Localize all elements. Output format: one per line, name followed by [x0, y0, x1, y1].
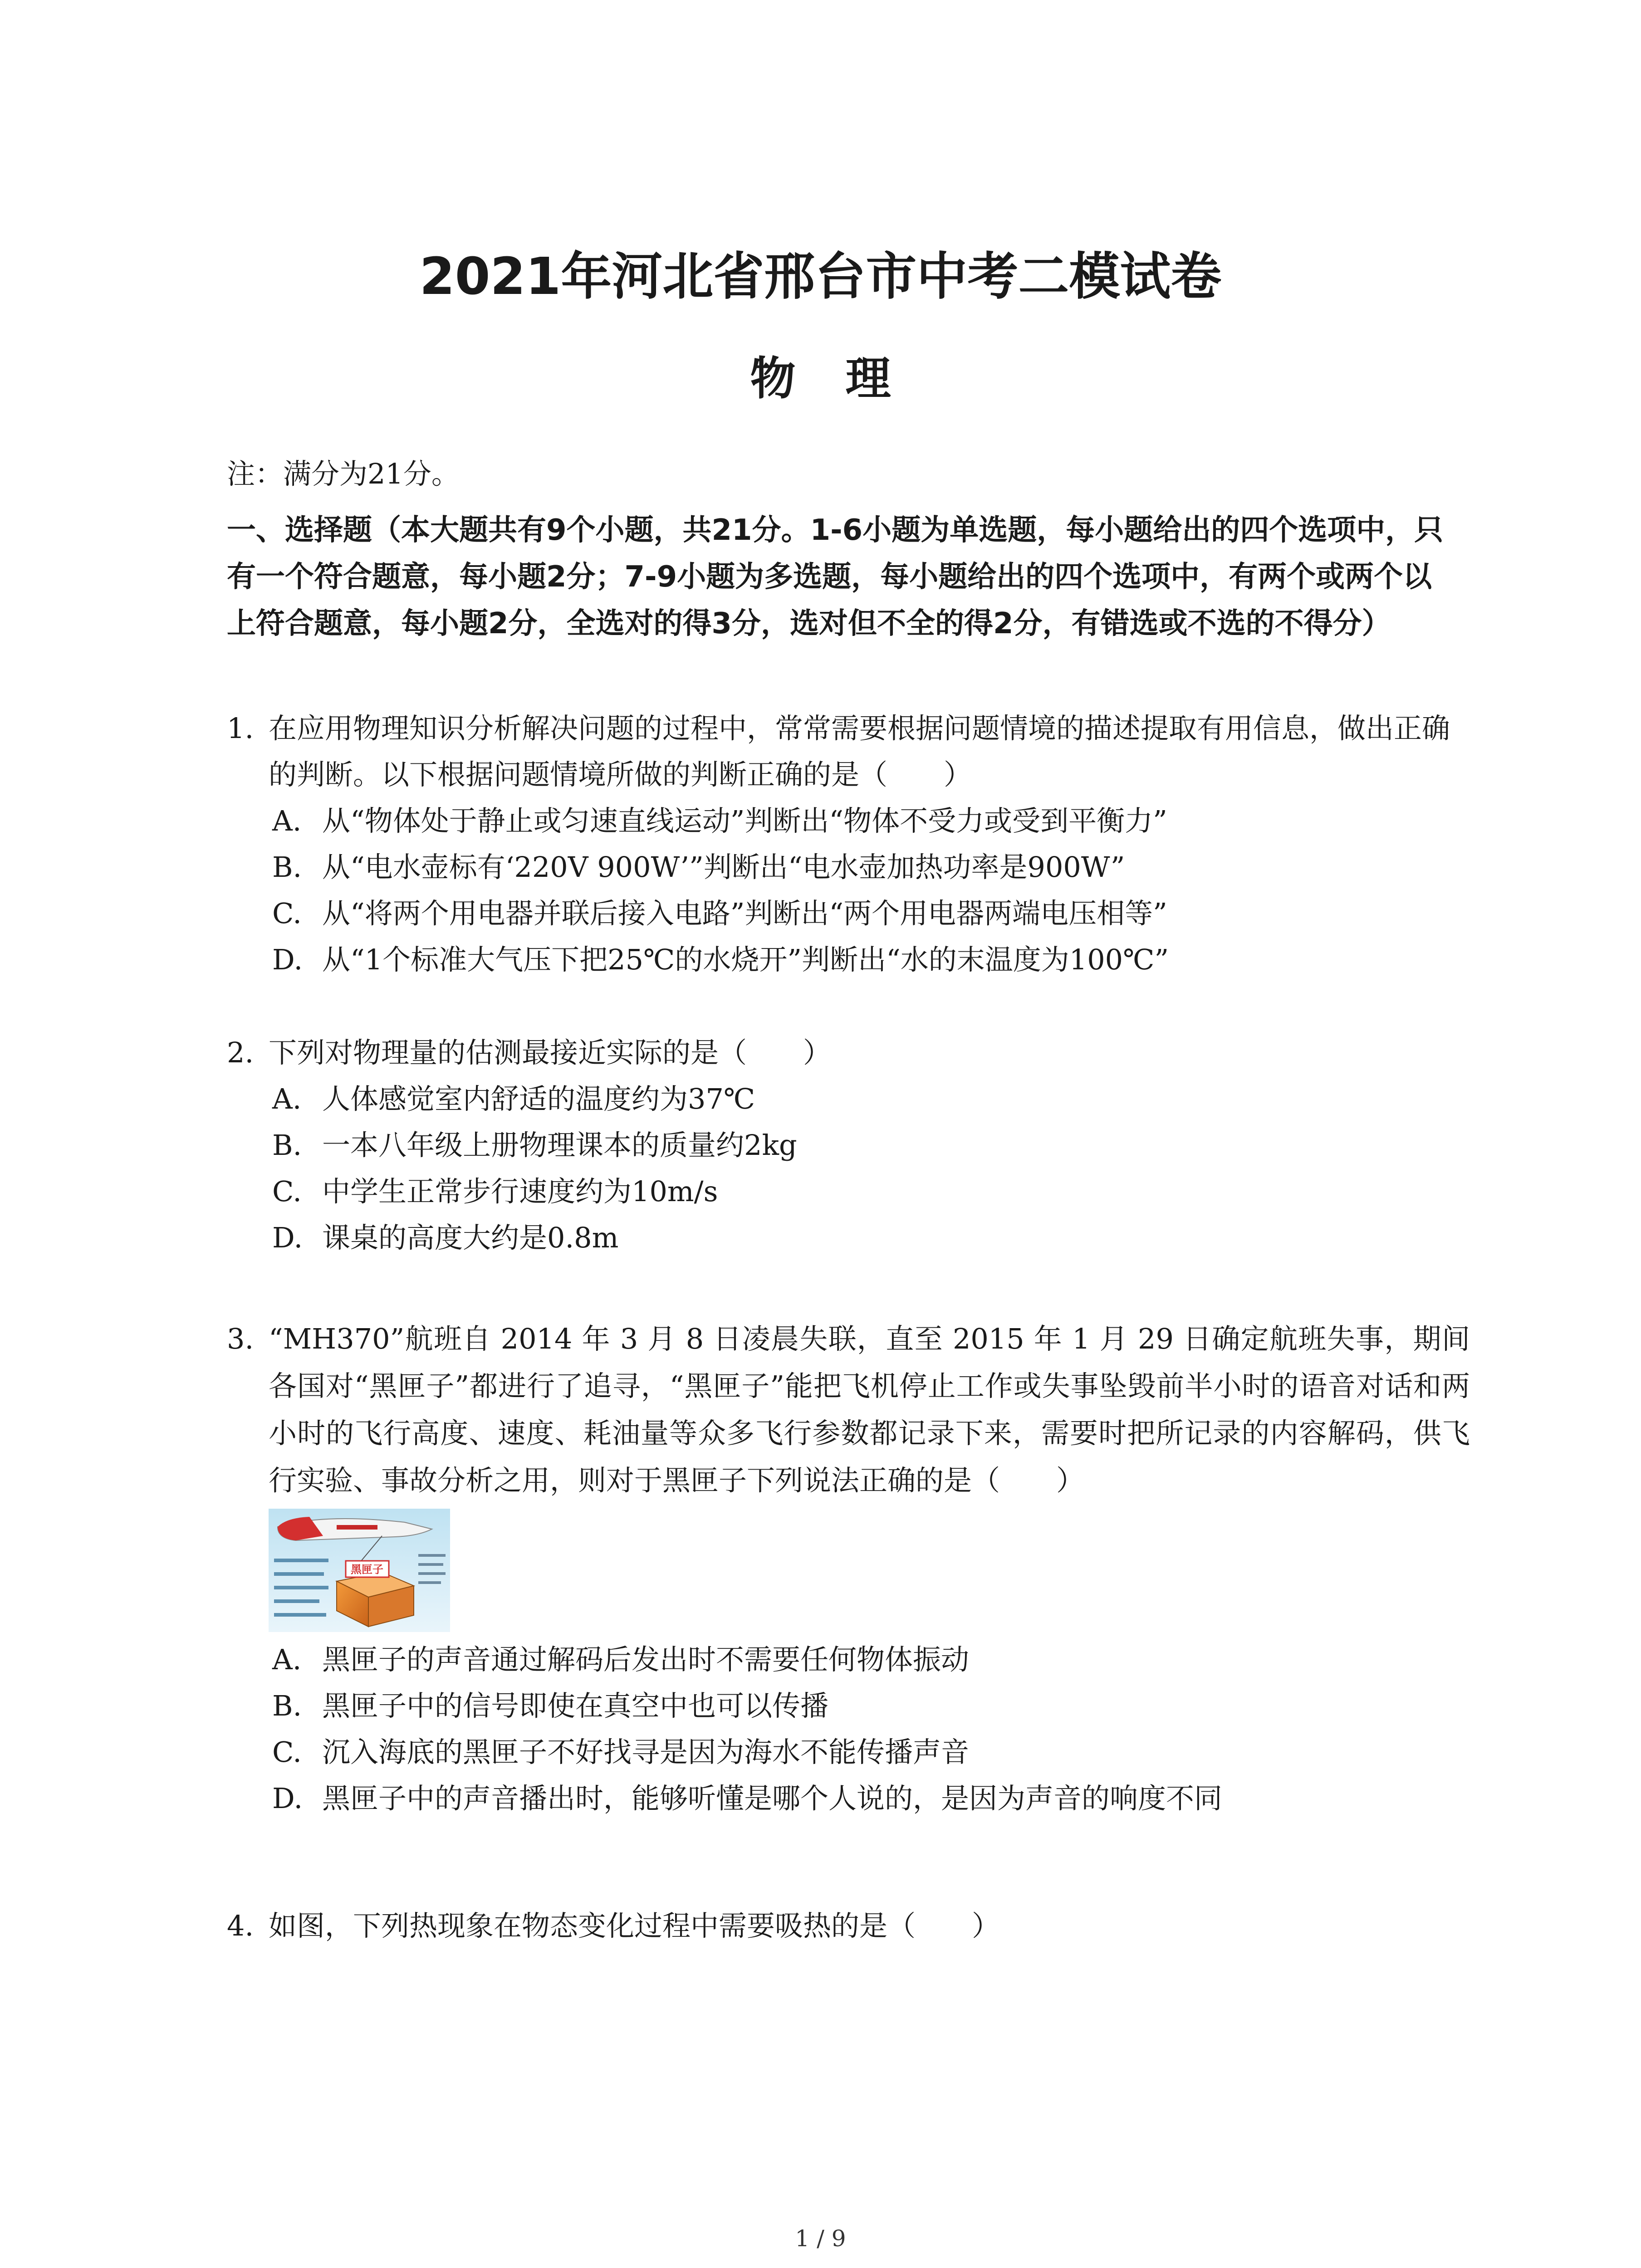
question-number: 4.: [227, 1909, 254, 1942]
question-stem: “MH370”航班自 2014 年 3 月 8 日凌晨失联，直至 2015 年 1 月 29 日确定航班失事，期间各国对“黑匣子”都进行了追寻，“黑匣子”能把飞机停止工作或失事坠毁前半小时的语音对话和两小时的飞行高度、速度、耗油量等众多飞行参数都记录下来，需要时把所记录的内容解码，供飞行实验、事故分析之用，则对于黑匣子下列说法正确的是（ ）: [269, 1322, 1470, 1497]
option-letter: C.: [272, 1175, 302, 1208]
option-letter: A.: [272, 804, 302, 837]
question-number: 1.: [227, 712, 254, 745]
option-text: 黑匣子的声音通过解码后发出时不需要任何物体振动: [322, 1643, 970, 1676]
option-c: [272, 1168, 1470, 1215]
page-number: 1 / 9: [795, 2225, 846, 2252]
option-d: [272, 1775, 1470, 1822]
option-text: 人体感觉室内舒适的温度约为37℃: [322, 1082, 755, 1115]
option-b: [272, 844, 1470, 890]
option-d: [272, 937, 1470, 983]
option-letter: C.: [272, 1735, 302, 1769]
subject-title: 物理: [750, 352, 941, 405]
question-stem: 如图，下列热现象在物态变化过程中需要吸热的是（ ）: [269, 1909, 1000, 1942]
option-letter: A.: [272, 1082, 302, 1115]
option-a: [272, 1076, 1470, 1122]
option-text: 从“1个标准大气压下把25℃的水烧开”判断出“水的末温度为100℃”: [322, 943, 1169, 976]
question-stem: 下列对物理量的估测最接近实际的是（ ）: [269, 1036, 832, 1069]
option-a: [272, 1637, 1470, 1683]
black-box-figure: [269, 1509, 450, 1632]
option-letter: A.: [272, 1643, 302, 1676]
black-box-label: 黑匣子: [351, 1563, 383, 1576]
score-note: 注：满分为21分。: [227, 457, 460, 490]
option-text: 课桌的高度大约是0.8m: [322, 1221, 619, 1254]
option-text: 从“电水壶标有‘220V 900W’”判断出“电水壶加热功率是900W”: [322, 850, 1125, 884]
option-text: 黑匣子中的信号即使在真空中也可以传播: [322, 1689, 829, 1722]
option-d: [272, 1215, 1470, 1261]
option-text: 中学生正常步行速度约为10m/s: [322, 1175, 718, 1208]
option-text: 从“物体处于静止或匀速直线运动”判断出“物体不受力或受到平衡力”: [322, 804, 1167, 837]
question-2: [227, 1030, 1470, 1261]
option-text: 一本八年级上册物理课本的质量约2kg: [322, 1129, 797, 1162]
option-a: [272, 798, 1470, 844]
option-text: 从“将两个用电器并联后接入电路”判断出“两个用电器两端电压相等”: [322, 897, 1167, 930]
option-c: [272, 1729, 1470, 1775]
option-b: [272, 1122, 1470, 1168]
option-b: [272, 1683, 1470, 1729]
option-letter: B.: [272, 1689, 302, 1722]
option-c: [272, 890, 1470, 937]
question-stem: 在应用物理知识分析解决问题的过程中，常常需要根据问题情境的描述提取有用信息，做出正确的判断。以下根据问题情境所做的判断正确的是（ ）: [269, 712, 1450, 791]
question-4: [227, 1903, 1470, 1949]
option-letter: D.: [272, 943, 303, 976]
option-letter: B.: [272, 850, 302, 884]
page-title: 2021年河北省邢台市中考二模试卷: [419, 247, 1222, 306]
question-1: [227, 705, 1470, 983]
question-number: 2.: [227, 1036, 254, 1069]
option-letter: D.: [272, 1782, 303, 1815]
option-text: 黑匣子中的声音播出时，能够听懂是哪个人说的，是因为声音的响度不同: [322, 1782, 1223, 1815]
section-heading: 一、选择题（本大题共有9个小题，共21分。1-6小题为单选题，每小题给出的四个选项中，只有一个符合题意，每小题2分；7-9小题为多选题，每小题给出的四个选项中，有两个或两个以上符合题意，每小题2分，全选对的得3分，选对但不全的得2分，有错选或不选的不得分）: [227, 513, 1444, 640]
option-letter: C.: [272, 897, 302, 930]
question-3: [227, 1315, 1470, 1822]
option-letter: B.: [272, 1129, 302, 1162]
question-number: 3.: [227, 1322, 254, 1355]
black-box-illustration: [269, 1509, 450, 1632]
option-text: 沉入海底的黑匣子不好找寻是因为海水不能传播声音: [322, 1735, 970, 1769]
option-letter: D.: [272, 1221, 303, 1254]
